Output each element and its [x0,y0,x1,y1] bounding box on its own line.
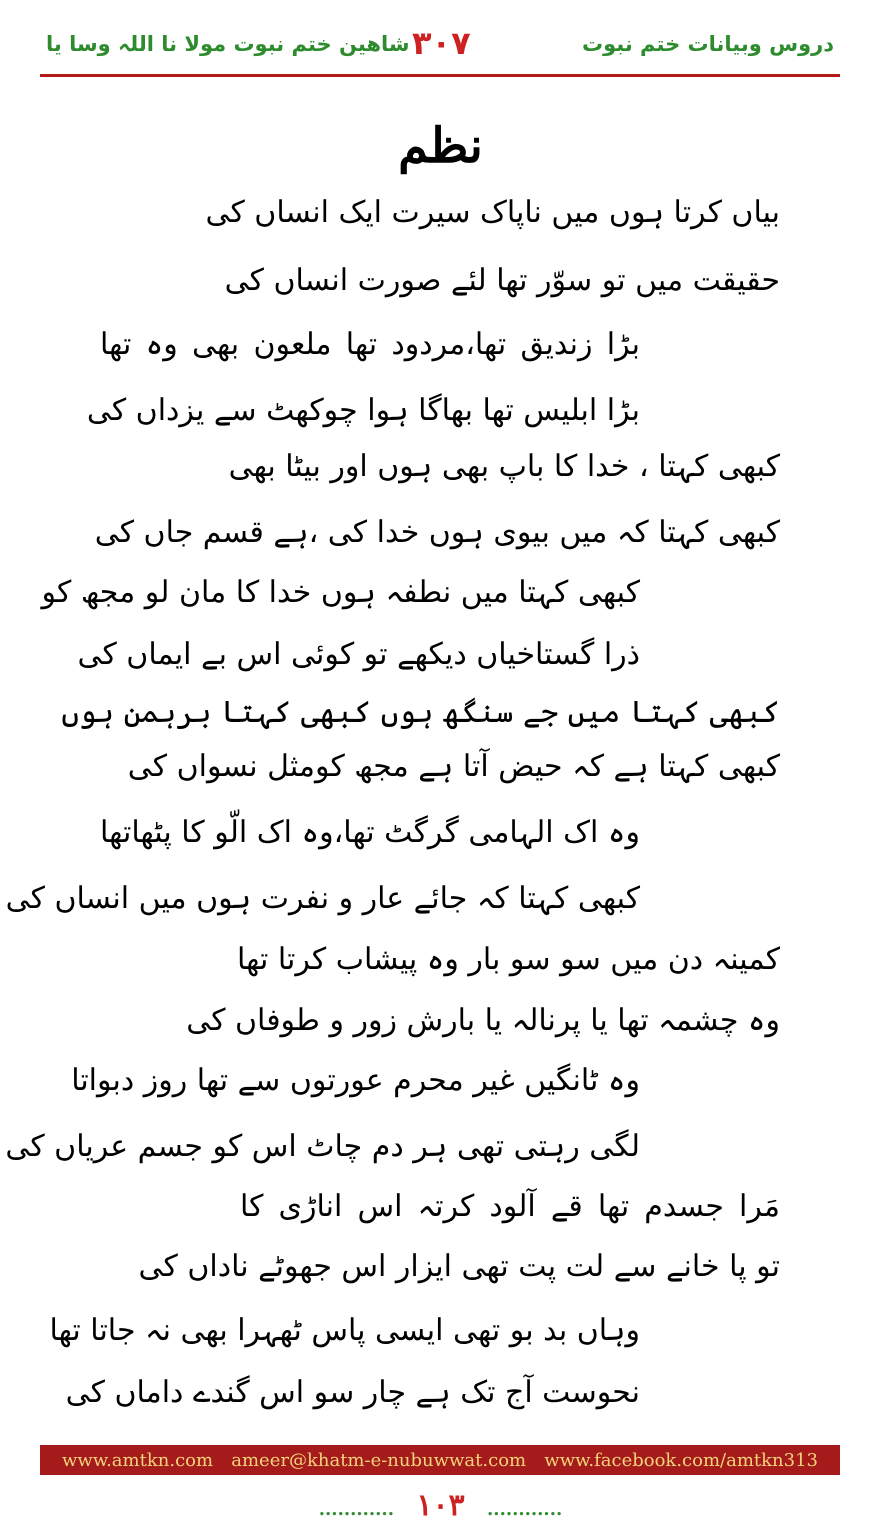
poem-line: تو پا خانے سے لت پت تھی ایزار اس جھوٹے ناداں کی [138,1249,780,1284]
footer-page-number: ۱۰۳ [416,1488,465,1523]
poem-line: ذرا گستاخیاں دیکھے تو کوئی اس بے ایماں کی [77,637,640,672]
book-series-title: دروس وبیانات ختم نبوت [582,32,834,56]
poem-line: بڑا ابلیس تھا بھاگا ہوا چوکھٹ سے یزداں کی [86,393,640,428]
header-divider [40,74,840,77]
footer-dots-left: ............ [318,1499,394,1520]
header-page-number: ۳۰۷ [412,24,471,62]
page-number-footer [0,1488,881,1523]
poem-line: کمینہ دن میں سو سو بار وہ پیشاب کرتا تھا [237,942,780,977]
footer-dots-right: ............ [487,1499,563,1520]
poem-line: وہاں بد بو تھی ایسی پاس ٹھہرا بھی نہ جاتا تھا [49,1313,640,1348]
poem-line: لگی رہتی تھی ہر دم چاٹ اس کو جسم عریاں کی [5,1129,640,1164]
poem-line: مَرا جسدم تھا قے آلود کرتہ اس اناڑی کا [240,1189,780,1224]
poem-title: نظم [398,118,483,174]
page-header [40,20,840,68]
poem-line: کبھی کہتا کہ جائے عار و نفرت ہوں میں انساں کی [5,881,640,916]
book-author-title: شاھین ختم نبوت مولا نا اللہ وسا یا [46,32,410,56]
poem-line: نحوست آج تک ہے چار سو اس گندے داماں کی [65,1375,640,1410]
poem-line: حقیقت میں تو سوّر تھا لئے صورت انساں کی [224,263,780,298]
poem-line: بڑا زندیق تھا،مردود تھا ملعون بھی وہ تھا [100,327,640,362]
poem-line: وہ چشمہ تھا یا پرنالہ یا بارش زور و طوفاں کی [186,1003,780,1038]
poem-line: کبھی کہتا میں جے سنگھ ہوں کبھی کہتا برہمن ہوں [61,695,780,730]
poem-line: وہ ٹانگیں غیر محرم عورتوں سے تھا روز دبواتا [71,1063,640,1098]
poem-line: کبھی کہتا ، خدا کا باپ بھی ہوں اور بیٹا بھی [228,449,780,484]
poem-line: بیاں کرتا ہوں میں ناپاک سیرت ایک انساں کی [205,195,780,230]
facebook-link[interactable]: www.facebook.com/amtkn313 [544,1449,818,1471]
website-link[interactable]: www.amtkn.com [62,1449,214,1471]
poem-line: وہ اک الہامی گرگٹ تھا،وہ اک الّو کا پٹھاتھا [100,815,640,850]
email-link[interactable]: ameer@khatm-e-nubuwwat.com [231,1449,527,1471]
poem-line: کبھی کہتا کہ میں بیوی ہوں خدا کی ،ہے قسم جاں کی [94,515,780,550]
poem-line: کبھی کہتا میں نطفہ ہوں خدا کا مان لو مجھ کو [41,575,640,610]
poem-line: کبھی کہتا ہے کہ حیض آتا ہے مجھ کومثل نسواں کی [127,749,780,784]
footer-contact-bar [40,1445,840,1475]
